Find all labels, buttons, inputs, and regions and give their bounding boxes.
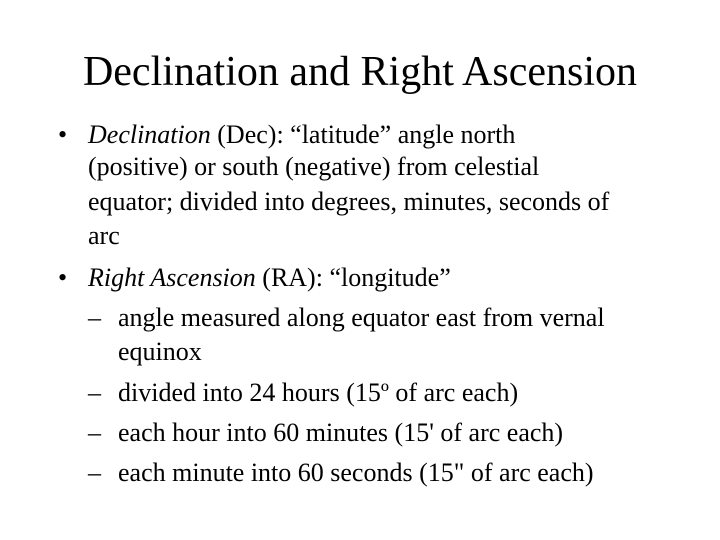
- bullet-text: (RA): “longitude”: [255, 263, 451, 292]
- dash-marker: –: [88, 418, 101, 447]
- dash-marker: –: [88, 378, 101, 407]
- bullet-declination-line-3: equator; divided into degrees, minutes, seconds of: [88, 187, 610, 216]
- subitem-line: angle measured along equator east from vernal: [118, 303, 605, 332]
- dash-marker: –: [88, 458, 101, 487]
- term-declination: Declination: [88, 120, 211, 149]
- bullet-declination-line-2: (positive) or south (negative) from celestial: [88, 152, 540, 181]
- bullet-declination-line-1: [88, 120, 515, 150]
- slide-title: Declination and Right Ascension: [82, 49, 638, 95]
- subitem-line: equinox: [118, 337, 202, 366]
- bullet-marker: •: [58, 120, 68, 149]
- subitem-line: each hour into 60 minutes (15' of arc each): [118, 418, 564, 447]
- subitem-line: divided into 24 hours (15º of arc each): [118, 378, 519, 407]
- subitem-line: each minute into 60 seconds (15" of arc each): [118, 458, 594, 487]
- bullet-text: (Dec): “latitude” angle north: [210, 120, 516, 149]
- dash-marker: –: [88, 303, 101, 332]
- bullet-marker: •: [58, 263, 68, 292]
- term-right-ascension: Right Ascension: [88, 263, 256, 292]
- bullet-declination-line-4: arc: [88, 221, 120, 250]
- bullet-right-ascension-line-1: [88, 263, 451, 293]
